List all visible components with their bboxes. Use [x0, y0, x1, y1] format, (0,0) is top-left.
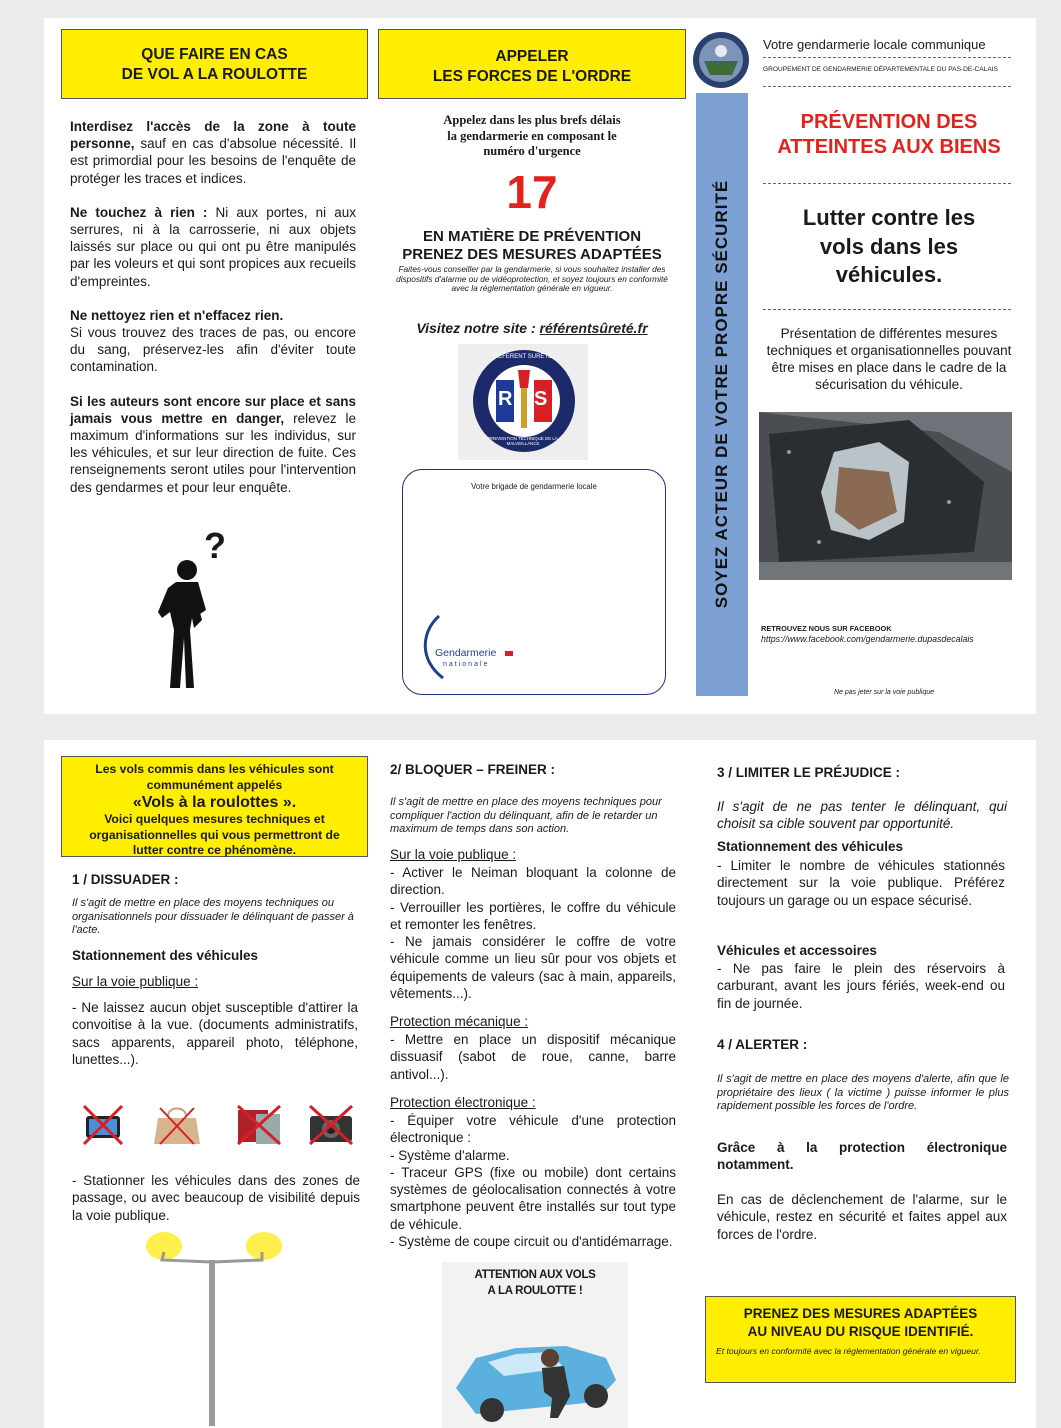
s1-desc: Il s'agit de mettre en place des moyens techniques ou organisationnels pour dissuader le délinquant de passer à l'acte. [72, 897, 354, 936]
risk-box [705, 1296, 1016, 1383]
road-item-3: - Ne jamais considérer le coffre de votre véhicule comme un lieu sûr pour vos objets et équipements de valeurs (sac à main, appareils, vêtements...). [390, 934, 676, 1002]
elec-item-1: - Équiper votre véhicule d'une protection électronique : [390, 1113, 676, 1146]
gendarmerie-emblem-icon [692, 31, 750, 89]
risk-title-line2: AU NIVEAU DU RISQUE IDENTIFIÉ. [747, 1324, 974, 1339]
s2-road-items [390, 864, 676, 1002]
s4-desc: Il s'agit de mettre en place des moyens d'alerte, afin que le propriétaire des lieux ( la victime ) puisse informer le plus rapidement possible les forces de l'ordre. [717, 1073, 1009, 1112]
gend-logo-flag [505, 651, 513, 656]
intro-line6: lutter contre ce phénomène. [132, 843, 297, 857]
broken-window-photo [759, 412, 1012, 580]
p4-bold: Si les auteurs sont encore sur place et sans jamais vous mettre en danger, [70, 393, 356, 426]
call-text-line2: la gendarmerie en composant le [447, 128, 617, 143]
col1-header [61, 29, 368, 99]
col1-paragraph-3: Si vous trouvez des traces de pas, ou encore du sang, préservez-les afin d'éviter toute contamination. [70, 325, 356, 375]
seal-top-text: REFERENT SURETE [493, 354, 553, 360]
brigade-box [402, 469, 666, 695]
elec-item-4: - Système de coupe circuit ou d'antidémarrage. [390, 1234, 673, 1250]
elec-item-2: - Système d'alarme. [390, 1147, 510, 1163]
car-window-icon [759, 412, 1012, 580]
attention-text [442, 1267, 628, 1299]
visit-link[interactable]: référentsûreté.fr [539, 320, 648, 336]
col1-paragraph-4 [70, 393, 356, 496]
s2-desc: Il s'agit de mettre en place des moyens techniques pour compliquer l'action du délinquant, afin de le retarder un maximum de temps dans son action. [390, 796, 662, 835]
s3-desc: Il s'agit de ne pas tenter le délinquant, qui choisit sa cible souvent par opportunité. [717, 799, 1007, 831]
subtitle [759, 204, 1019, 290]
s2-mech-text: - Mettre en place un dispositif mécanique dissuasif (sabot de roue, canne, barre antivol...). [390, 1032, 676, 1082]
spine-text: SOYEZ ACTEUR DE VOTRE PROPRE SÉCURITÉ [712, 179, 731, 609]
s2-elec-items [390, 1112, 676, 1250]
col1-header-line2: DE VOL A LA ROULOTTE [121, 66, 308, 83]
facebook-url[interactable]: https://www.facebook.com/gendarmerie.dupasdecalais [761, 634, 974, 644]
col2-header-line1: APPELER [495, 48, 569, 65]
attention-line2: A LA ROULOTTE ! [487, 1285, 583, 1297]
description: Présentation de différentes mesures techniques et organisationnelles pouvant être mises en place dans le cadre de la sécurisation du véhicule. [766, 326, 1012, 392]
visit-line [389, 320, 675, 336]
park-title: Stationnement des véhicules [717, 839, 904, 854]
road-item-1: - Activer le Neiman bloquant la colonne de direction. [390, 865, 676, 898]
gendarmerie-logo [417, 612, 517, 682]
col2-header-line2: LES FORCES DE L'ORDRE [432, 68, 632, 85]
s2-mech: Protection mécanique : [390, 1014, 529, 1029]
p4-rest: relevez le maximum d'informations sur les individus, sur les véhicules, et sur leur direction de fuite. Ces renseignements seront utiles pour l'intervention des gendarmes et pour leur enquête. [70, 410, 356, 495]
s4-text: En cas de déclenchement de l'alarme, sur le véhicule, restez en sécurité et faites appel aux forces de l'ordre. [717, 1192, 1007, 1242]
facebook-label: RETROUVEZ NOUS SUR FACEBOOK [761, 624, 892, 633]
street-lamp-icon [144, 1226, 284, 1426]
p1-rest: sauf en cas d'absolue nécessité. Il est primordial pour les besoins de l'enquête de protéger les traces et indices. [70, 136, 356, 186]
acc-text: - Ne pas faire le plein des réservoirs à carburant, avant les jours fériés, week-end ou fin de journée. [717, 961, 1005, 1011]
s2-title: 2/ BLOQUER – FREINER : [390, 762, 556, 777]
subtitle-line2: vols dans les [819, 233, 959, 259]
subtitle-line1: Lutter contre les [802, 205, 976, 230]
spine-band [696, 93, 748, 696]
risk-small: Et toujours en conformité avec la réglementation générale en vigueur. [716, 1346, 981, 1356]
intro-line2: communément appelés [146, 777, 283, 792]
s4-bold: Grâce à la protection électronique notamment. [717, 1140, 1007, 1173]
phone-crossed-icon [80, 1102, 126, 1148]
visit-label: Visitez notre site : [416, 320, 536, 336]
back-page [44, 740, 1036, 1428]
subtitle-line3: véhicules. [835, 262, 943, 287]
footer-note: Ne pas jeter sur la voie publique [834, 689, 935, 696]
prevention-title [389, 228, 675, 264]
s4-title: 4 / ALERTER : [717, 1037, 808, 1052]
intro-line3: «Vols à la roulottes ». [132, 794, 297, 811]
s2-road: Sur la voie publique : [390, 847, 517, 862]
col1-paragraph-2 [70, 204, 356, 290]
main-title-line2: ATTEINTES AUX BIENS [777, 136, 1001, 158]
org-line: Votre gendarmerie locale communique [763, 37, 986, 52]
gend-logo-sub: nationale [443, 661, 490, 668]
intro-line4: Voici quelques mesures techniques et [104, 812, 325, 826]
documents-crossed-icon [234, 1102, 284, 1148]
call-text-line1: Appelez dans les plus brefs délais [443, 113, 621, 127]
front-page [44, 18, 1036, 714]
man-silhouette-icon [154, 558, 214, 693]
seal-letter-s: S [534, 388, 548, 410]
s1-p1: - Ne laissez aucun objet susceptible d'attirer la convoitise à la vue. (documents administratifs, sacs apparents, appareil photo, téléphone, lunettes...). [72, 1000, 358, 1067]
thinking-man-illustration [154, 525, 234, 698]
col1-header-line1: QUE FAIRE EN CAS [141, 46, 288, 63]
s1-title: 1 / DISSUADER : [72, 872, 179, 887]
call-text-line3: numéro d'urgence [483, 144, 581, 158]
question-mark: ? [204, 525, 226, 566]
camera-crossed-icon [306, 1102, 356, 1148]
col2-header [378, 29, 686, 99]
emergency-number: 17 [506, 166, 558, 218]
subtitle-divider [763, 309, 1011, 310]
col1-paragraph-3-title: Ne nettoyez rien et n'effacez rien. [70, 307, 284, 323]
handbag-crossed-icon [152, 1102, 202, 1148]
title-divider [763, 183, 1011, 184]
org-divider-2 [763, 86, 1011, 87]
intro-line5: organisationnelles qui vous permettront de [89, 827, 340, 842]
intro-line1: Les vols commis dans les véhicules sont [95, 762, 334, 776]
main-title-line1: PRÉVENTION DES [800, 111, 978, 133]
car-thief-icon [446, 1318, 622, 1426]
brigade-label: Votre brigade de gendarmerie locale [471, 482, 597, 491]
s2-elec: Protection électronique : [390, 1095, 536, 1110]
main-title [759, 110, 1019, 160]
s1-road: Sur la voie publique : [72, 974, 199, 989]
elec-item-3: - Traceur GPS (fixe ou mobile) dont certains systèmes de géolocalisation connectés à votre smartphone peuvent être installés sur tout type de véhicule. [390, 1164, 676, 1232]
seal-bottom-text: PREVENTION TECHNIQUE DE LA MALVEILLANCE [488, 436, 558, 446]
call-text [389, 113, 675, 160]
intro-box [61, 756, 368, 857]
park-text: - Limiter le nombre de véhicules stationnés directement sur la voie publique. Préférez toujours un garage ou un espace sécurisé. [717, 858, 1005, 908]
col1-paragraphs [70, 118, 356, 496]
p1-bold: Interdisez l'accès de la zone à toute personne, [70, 119, 356, 152]
attention-panel [442, 1262, 628, 1428]
acc-title: Véhicules et accessoires [717, 943, 877, 958]
col1-paragraph-1 [70, 118, 356, 187]
attention-line1: ATTENTION AUX VOLS [474, 1269, 596, 1281]
gend-logo-name: Gendarmerie [435, 647, 497, 659]
s1-sub: Stationnement des véhicules [72, 948, 259, 963]
seal-letter-r: R [498, 388, 513, 410]
org-sub: GROUPEMENT DE GENDARMERIE DÉPARTEMENTALE DU PAS-DE-CALAIS [763, 66, 998, 73]
forbidden-items-row [80, 1102, 360, 1150]
p2-bold: Ne touchez à rien : [70, 204, 208, 220]
s1-p2: - Stationner les véhicules dans des zones de passage, ou avec beaucoup de visibilité depuis la voie publique. [72, 1173, 360, 1223]
risk-title-line1: PRENEZ DES MESURES ADAPTÉES [743, 1306, 978, 1321]
prevention-title-line1: EN MATIÈRE DE PRÉVENTION [422, 228, 642, 245]
road-item-2: - Verrouiller les portières, le coffre du véhicule et remonter les fenêtres. [390, 899, 676, 932]
s3-title: 3 / LIMITER LE PRÉJUDICE : [717, 765, 901, 780]
prevention-small: Faites-vous conseiller par la gendarmerie, si vous souhaitez installer des dispositifs d'alarme ou de vidéoprotection, et soyez toujours en conformité avec la réglementation générale en vigueur. [396, 264, 668, 293]
p2-rest: Ni aux portes, ni aux serrures, ni à la carrosserie, ni aux objets laissés sur place ou qui ont pu être manipulés par les voleurs et qui sont propices aux recueils d'empreintes. [70, 204, 356, 289]
org-divider-1 [763, 57, 1011, 58]
prevention-title-line2: PRENEZ DES MESURES ADAPTÉES [402, 246, 662, 263]
referent-surete-seal [458, 344, 588, 460]
